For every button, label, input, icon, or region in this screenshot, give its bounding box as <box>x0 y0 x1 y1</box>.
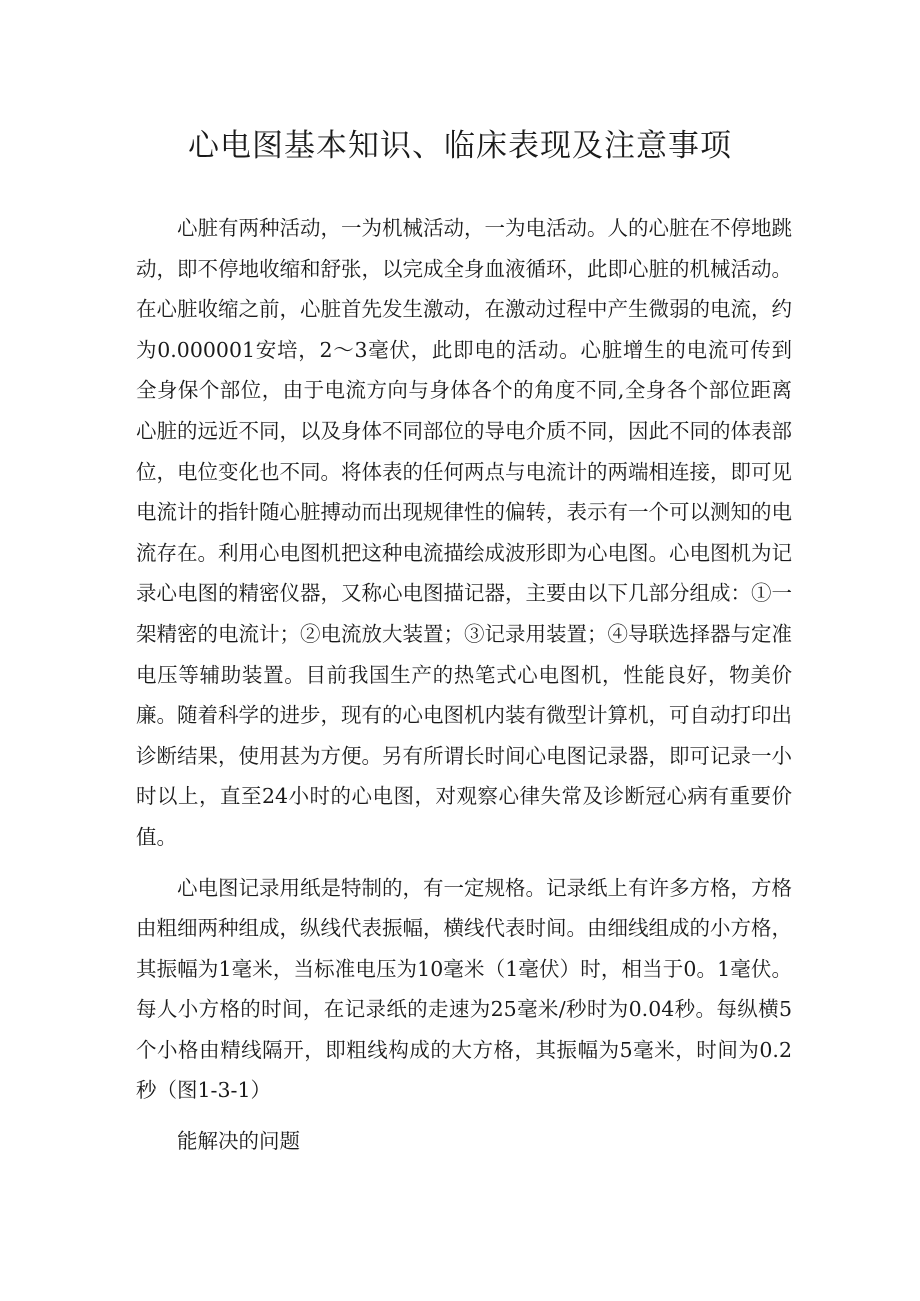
paragraph-ecg-paper: 心电图记录用纸是特制的，有一定规格。记录纸上有许多方格，方格由粗细两种组成，纵线代表振幅，横线代表时间。由细线组成的小方格，其振幅为1毫米，当标准电压为10毫米（1毫伏）时，相当于0。1毫伏。每人小方格的时间，在记录纸的走速为25毫米/秒时为0.04秒。每纵横5个小格由精线隔开，即粗线构成的大方格，其振幅为5毫米，时间为0.2秒（图1-3-1） <box>136 875 792 1103</box>
paragraph-solvable-problems: 能解决的问题 <box>177 1129 300 1154</box>
document-body <box>136 208 792 1162</box>
document-title: 心电图基本知识、临床表现及注意事项 <box>188 128 732 164</box>
paragraph-ecg-principle: 心脏有两种活动，一为机械活动，一为电活动。人的心脏在不停地跳动，即不停地收缩和舒张，以完成全身血液循环，此即心脏的机械活动。在心脏收缩之前，心脏首先发生激动，在激动过程中产生微弱的电流，约为0.000001安培，2〜3毫伏，此即电的活动。心脏增生的电流可传到全身保个部位，由于电流方向与身体各个的角度不同,全身各个部位距离心脏的远近不同，以及身体不同部位的导电介质不同，因此不同的体表部位，电位变化也不同。将体表的任何两点与电流计的两端相连接，即可见电流计的指针随心脏搏动而出现规律性的偏转，表示有一个可以测知的电流存在。利用心电图机把这种电流描绘成波形即为心电图。心电图机为记录心电图的精密仪器，又称心电图描记器，主要由以下几部分组成：①一架精密的电流计；②电流放大装置；③记录用装置；④导联选择器与定准电压等辅助装置。目前我国生产的热笔式心电图机，性能良好，物美价廉。随着科学的进步，现有的心电图机内装有微型计算机，可自动打印出诊断结果，使用甚为方便。另有所谓长时间心电图记录器，即可记录一小时以上，直至24小时的心电图，对观察心律失常及诊断冠心病有重要价值。 <box>136 216 792 849</box>
